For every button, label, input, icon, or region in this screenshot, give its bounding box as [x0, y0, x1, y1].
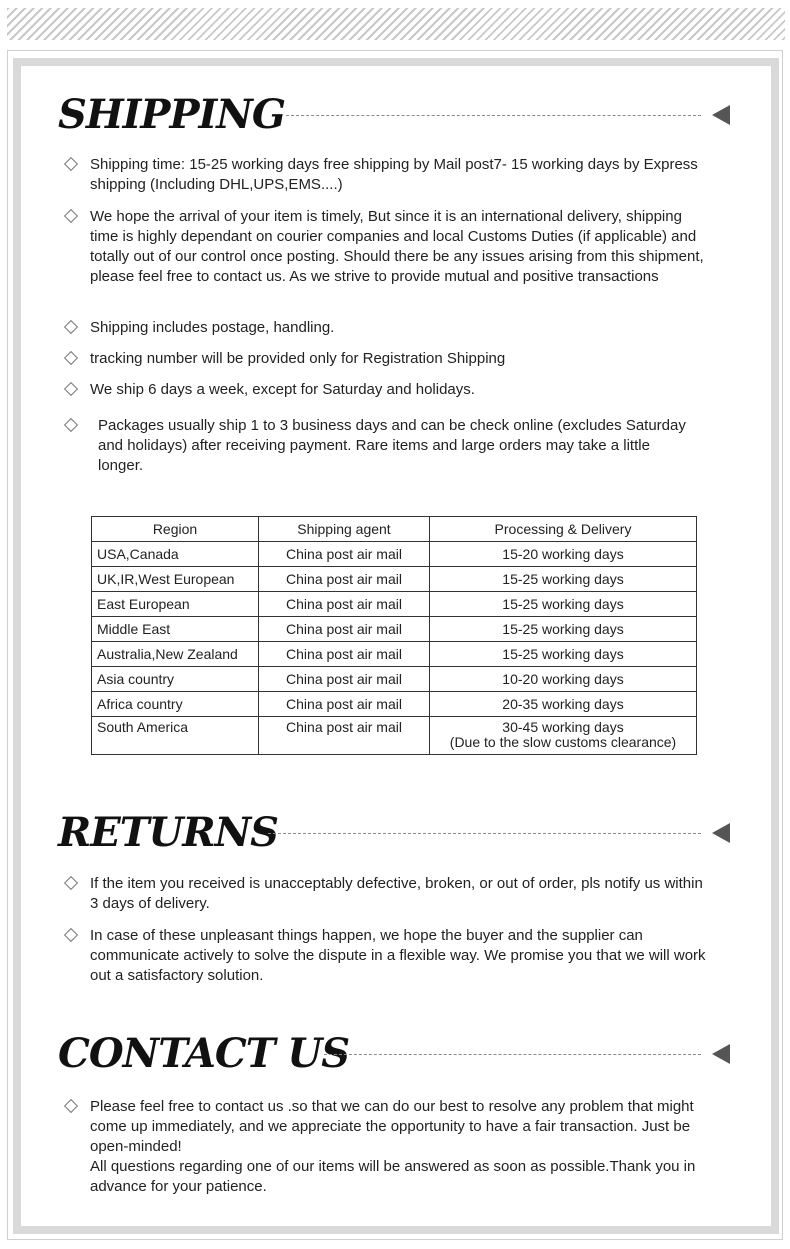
- contact-heading: CONTACT US: [58, 1030, 350, 1077]
- agent-cell: China post air mail: [259, 617, 430, 642]
- agent-cell: China post air mail: [259, 567, 430, 592]
- delivery-cell: [430, 717, 697, 755]
- bullet-text: Shipping time: 15-25 working days free shipping by Mail post7- 15 working days by Express shipping (Including DHL,UPS,EMS....): [90, 156, 698, 193]
- region-cell: Africa country: [92, 692, 259, 717]
- left-arrow-icon: [712, 1044, 730, 1064]
- agent-cell: China post air mail: [259, 717, 430, 755]
- region-cell: UK,IR,West European: [92, 567, 259, 592]
- delivery-cell: 15-25 working days: [430, 567, 697, 592]
- returns-heading: RETURNS: [58, 809, 279, 856]
- region-cell: Middle East: [92, 617, 259, 642]
- delivery-cell: 10-20 working days: [430, 667, 697, 692]
- column-header: Shipping agent: [259, 517, 430, 542]
- heading-divider: [324, 1054, 701, 1055]
- column-header: Processing & Delivery: [430, 517, 697, 542]
- contact-paragraph-2: All questions regarding one of our items will be answered as soon as possible.Thank you in advance for your patience.: [90, 1158, 696, 1195]
- table-row: [92, 567, 697, 592]
- bullet-text: Shipping includes postage, handling.: [90, 319, 335, 336]
- contact-text: [90, 1097, 710, 1197]
- left-arrow-icon: [712, 823, 730, 843]
- agent-cell: China post air mail: [259, 542, 430, 567]
- shipping-table: [91, 516, 697, 755]
- delivery-cell: 15-25 working days: [430, 592, 697, 617]
- table-row: [92, 717, 697, 755]
- agent-cell: China post air mail: [259, 667, 430, 692]
- region-cell: USA,Canada: [92, 542, 259, 567]
- delivery-cell: 15-25 working days: [430, 642, 697, 667]
- delivery-time: 30-45 working days: [502, 719, 624, 735]
- bullet-text: In case of these unpleasant things happen, we hope the buyer and the supplier can communicate actively to solve the dispute in a flexible way. We promise you that we will work out a satisfactory solution.: [90, 927, 706, 984]
- delivery-note: (Due to the slow customs clearance): [449, 734, 677, 750]
- left-arrow-icon: [712, 105, 730, 125]
- agent-cell: China post air mail: [259, 692, 430, 717]
- bullet-text: Packages usually ship 1 to 3 business days and can be check online (excludes Saturday and holidays) after receiving payment. Rare items and large orders may take a little longer.: [98, 417, 686, 474]
- heading-divider: [268, 833, 701, 834]
- delivery-cell: 20-35 working days: [430, 692, 697, 717]
- contact-heading-row: [58, 1029, 738, 1079]
- returns-heading-row: [58, 808, 738, 858]
- column-header: Region: [92, 517, 259, 542]
- region-cell: Australia,New Zealand: [92, 642, 259, 667]
- shipping-heading: SHIPPING: [58, 91, 285, 138]
- heading-divider: [286, 115, 701, 116]
- agent-cell: China post air mail: [259, 592, 430, 617]
- delivery-cell: 15-20 working days: [430, 542, 697, 567]
- agent-cell: China post air mail: [259, 642, 430, 667]
- region-cell: Asia country: [92, 667, 259, 692]
- table-row: [92, 542, 697, 567]
- region-cell: South America: [92, 717, 259, 755]
- table-row: [92, 692, 697, 717]
- region-cell: East European: [92, 592, 259, 617]
- contact-paragraph-1: Please feel free to contact us .so that we can do our best to resolve any problem that might come up immediately, and we appreciate the opportunity to have a fair transaction. Just be open-minded!: [90, 1098, 694, 1155]
- table-row: [92, 642, 697, 667]
- decorative-stripe-band: [7, 8, 785, 40]
- table-header-row: [92, 517, 697, 542]
- bullet-text: tracking number will be provided only for Registration Shipping: [90, 350, 506, 367]
- table-row: [92, 617, 697, 642]
- table-row: [92, 667, 697, 692]
- shipping-heading-row: [58, 90, 738, 140]
- bullet-text: If the item you received is unacceptably defective, broken, or out of order, pls notify us within 3 days of delivery.: [90, 875, 703, 912]
- table-row: [92, 592, 697, 617]
- bullet-text: We hope the arrival of your item is timely, But since it is an international delivery, shipping time is highly dependant on courier companies and local Customs Duties (if applicable) and totally out of our control once posting. Should there be any issues arising from this shipment, please feel free to contact us. As we strive to provide mutual and positive transactions: [90, 208, 704, 285]
- delivery-cell: 15-25 working days: [430, 617, 697, 642]
- bullet-text: We ship 6 days a week, except for Saturday and holidays.: [90, 381, 475, 398]
